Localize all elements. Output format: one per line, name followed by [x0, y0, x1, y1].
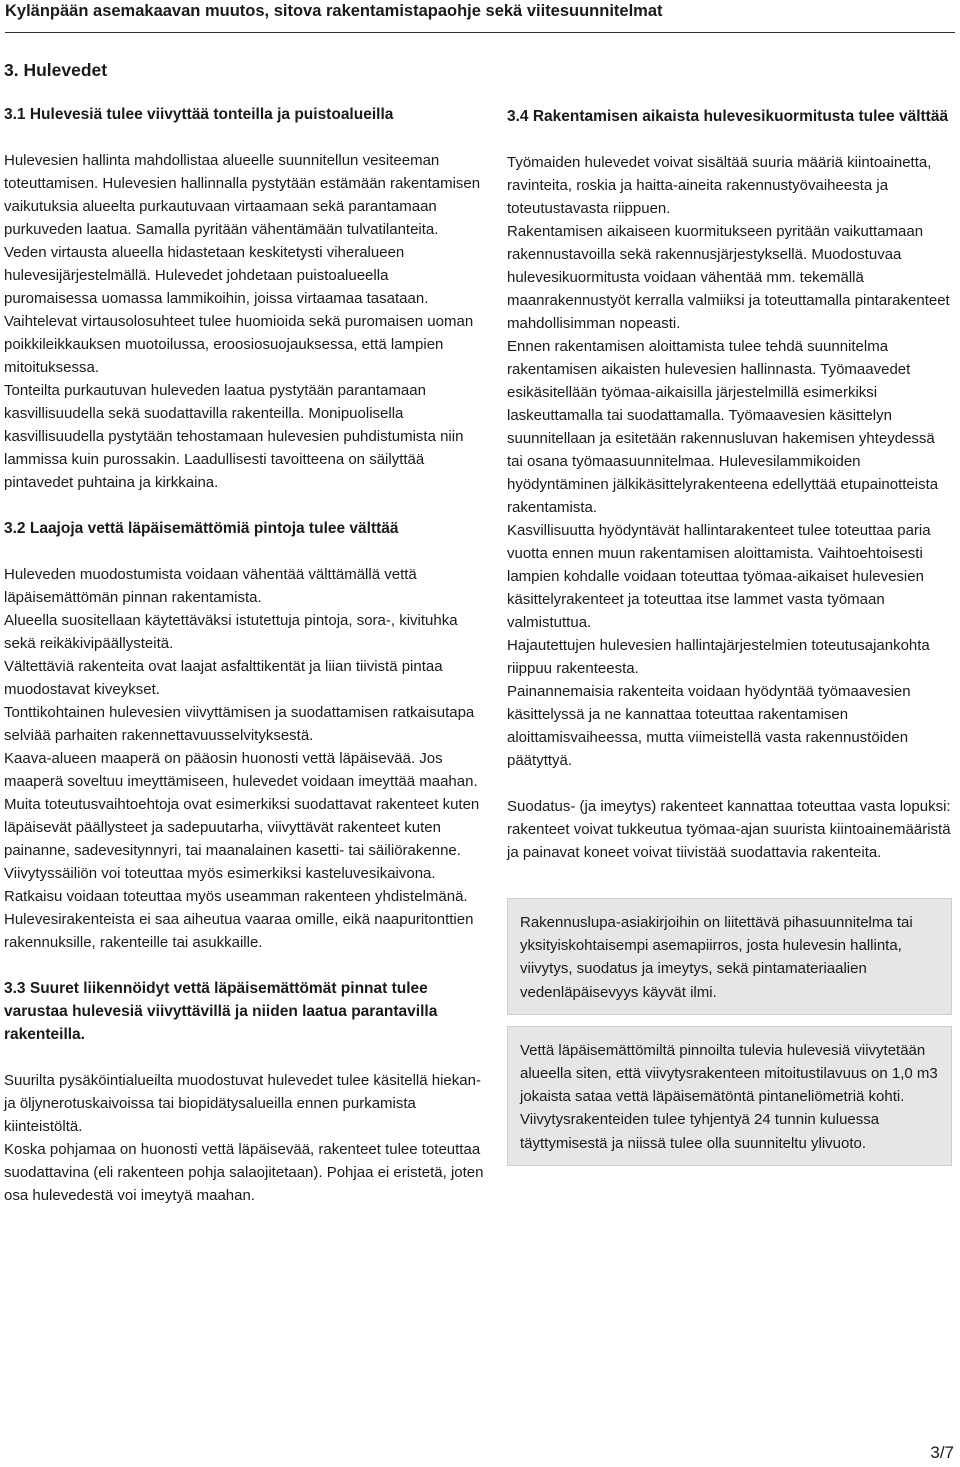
left-column — [4, 58, 484, 1207]
paragraph: Tonttikohtainen hulevesien viivyttämisen ja suodattamisen ratkaisutapa selviää parhaiten rakennettavuusselvityksestä. — [4, 704, 475, 744]
paragraph: Vältettäviä rakenteita ovat laajat asfalttikentät ja liian tiivistä pintaa muodostavat kiveykset. — [4, 658, 443, 698]
paragraph: Suurilta pysäköintialueilta muodostuvat hulevedet tulee käsitellä hiekan- ja öljynerotuskaivoissa tai biopidätysalueilla ennen purkamista kiinteistöltä. — [4, 1072, 481, 1135]
paragraph: Painannemaisia rakenteita voidaan hyödyntää työmaavesien käsittelyssä ja ne kannattaa toteuttaa rakentamisen aloittamisvaiheessa, mutta viimeistellä vasta rakennustöiden päätyttyä. — [507, 683, 911, 769]
paragraph: Hulevesien hallinta mahdollistaa alueelle suunnitellun vesiteeman toteuttamisen. Hulevesien hallinnalla pystytään estämään rakentamisen vaikutuksia alueelta purkautuvaan virtaamaan sekä parantamaan purkuveden laatua. Samalla pyritään vähentämään tulvatilanteita. Veden virtausta alueella hidastetaan keskitetysti viheralueen hulevesijärjestelmällä. Hulevedet johdetaan puistoalueella puromaisessa uomassa lammikoihin, joissa virtaamaa tasataan. — [4, 152, 481, 307]
info-box-permit — [507, 898, 952, 1015]
info-box-text: Rakennuslupa-asiakirjoihin on liitettävä pihasuunnitelma tai yksityiskohtaisempi asemapiirros, josta hulevesin hallinta, viivytys, suodatus ja imeytys, sekä pintamateriaalien vedenläpäisevyys käyvät ilmi. — [520, 914, 913, 1001]
heading-3-3: 3.3 Suuret liikennöidyt vettä läpäisemättömät pinnat tulee varustaa hulevesiä viivyttävillä ja niiden laatua parantavilla rakenteilla. — [4, 980, 438, 1043]
paragraph: Ennen rakentamisen aloittamista tulee tehdä suunnitelma rakentamisen aikaisten hulevesien hallinnasta. Työmaavedet esikäsitellään työmaa-aikaisilla järjestelmillä esimerkiksi laskeuttamalla tai suodattamalla. Työmaavesien käsittelyn suunnitellaan ja esitetään rakennusluvan hakemisen yhteydessä tai osana työmaasuunnitelmaa. Hulevesilammikoiden hyödyntäminen jälkikäsittelyrakenteena edellyttää etupainotteista rakentamista. — [507, 338, 939, 516]
paragraph: Tonteilta purkautuvan huleveden laatua pystytään parantamaan kasvillisuudella sekä suodattavilla rakenteilla. Monipuolisella kasvillisuudella pystytään tehostamaan hulevesien puhdistumista niin lammissa kuin purossakin. Laadullisesti tavoitteena on säilyttää pintavedet puhtaina ja kirkkaina. — [4, 382, 464, 491]
heading-3-2: 3.2 Laajoja vettä läpäisemättömiä pintoja tulee välttää — [4, 520, 399, 537]
paragraph: Huleveden muodostumista voidaan vähentää välttämällä vettä läpäisemättömän pinnan rakentamista. — [4, 566, 417, 606]
right-column — [507, 105, 952, 1166]
paragraph: Kaava-alueen maaperä on pääosin huonosti vettä läpäisevää. Jos maaperä soveltuu imeyttämiseen, hulevedet voidaan imeyttää maahan. Muita toteutusvaihtoehtoja ovat esimerkiksi suodattavat rakenteet kuten läpäisevät päällysteet ja sadepuutarha, viivyttävät rakenteet kuten painanne, sadevesitynnyri, tai maanalainen kasetti- tai säiliörakenne. — [4, 750, 480, 859]
page-number: 3/7 — [930, 1443, 954, 1462]
heading-3-1: 3.1 Hulevesiä tulee viivyttää tonteilla ja puistoalueilla — [4, 106, 394, 123]
info-box-text: Vettä läpäisemättömiltä pinnoilta tulevia hulevesiä viivytetään alueella siten, että viivytysrakenteen mitoitustilavuus on 1,0 m3 jokaista sataa vettä läpäisemätöntä pintaneliömetriä kohti. Viivytysrakenteiden tulee tyhjentyä 24 tunnin kuluessa täyttymisestä ja niissä tulee olla suunniteltu ylivuoto. — [520, 1041, 938, 1152]
paragraph: Vaihtelevat virtausolosuhteet tulee huomioida sekä puromaisen uoman poikkileikkauksen muotoilussa, eroosiosuojauksessa, että lampien mitoituksessa. — [4, 313, 474, 376]
heading-3-4: 3.4 Rakentamisen aikaista hulevesikuormitusta tulee välttää — [507, 108, 949, 125]
paragraph: Koska pohjamaa on huonosti vettä läpäisevää, rakenteet tulee toteuttaa suodattavina (eli rakenteen pohja salaojitetaan). Pohjaa ei eristetä, joten osa hulevedestä voi imeytyä maahan. — [4, 1141, 484, 1204]
paragraph: Kasvillisuutta hyödyntävät hallintarakenteet tulee toteuttaa paria vuotta ennen muun rakentamisen aloittamista. Vaihtoehtoisesti lampien kohdalle voidaan toteuttaa työmaa-aikaiset hulevesien käsittelyrakenteet ja toteuttaa itse lammet vasta työmaan valmistuttua. — [507, 522, 931, 631]
paragraph: Alueella suositellaan käytettäväksi istutettuja pintoja, sora-, kivituhka sekä reikäkivipäällysteitä. — [4, 612, 458, 652]
info-box-retention — [507, 1026, 952, 1166]
section-title: 3. Hulevedet — [4, 60, 108, 80]
paragraph: Suodatus- (ja imeytys) rakenteet kannattaa toteuttaa vasta lopuksi: rakenteet voivat tukkeutua työmaa-ajan suurista kiintoainemääristä ja painavat koneet voivat tiivistää suodattavia rakenteita. — [507, 798, 951, 861]
header-title: Kylänpään asemakaavan muutos, sitova rakentamistapaohje sekä viitesuunnitelmat — [5, 2, 663, 20]
paragraph: Rakentamisen aikaiseen kuormitukseen pyritään vaikuttamaan rakennustavoilla sekä rakennusjärjestyksellä. Muodostuvaa hulevesikuormitusta voidaan vähentää mm. tekemällä maanrakennustyöt kerralla valmiiksi ja toteuttamalla pintarakenteet mahdollisimman nopeasti. — [507, 223, 950, 332]
paragraph: Hajautettujen hulevesien hallintajärjestelmien toteutusajankohta riippuu rakenteesta. — [507, 637, 930, 677]
paragraph: Viivytyssäiliön voi toteuttaa myös esimerkiksi kasteluvesikaivona. Ratkaisu voidaan toteuttaa myös useamman rakenteen yhdistelmänä. Hulevesirakenteista ei saa aiheutua vaaraa omille, eikä naapuritonttien rakennuksille, rakenteille tai asukkaille. — [4, 865, 474, 951]
paragraph: Työmaiden hulevedet voivat sisältää suuria määriä kiintoainetta, ravinteita, roskia ja haitta-aineita rakennustyövaiheesta ja toteutustavasta riippuen. — [507, 154, 932, 217]
document-header — [5, 0, 955, 33]
